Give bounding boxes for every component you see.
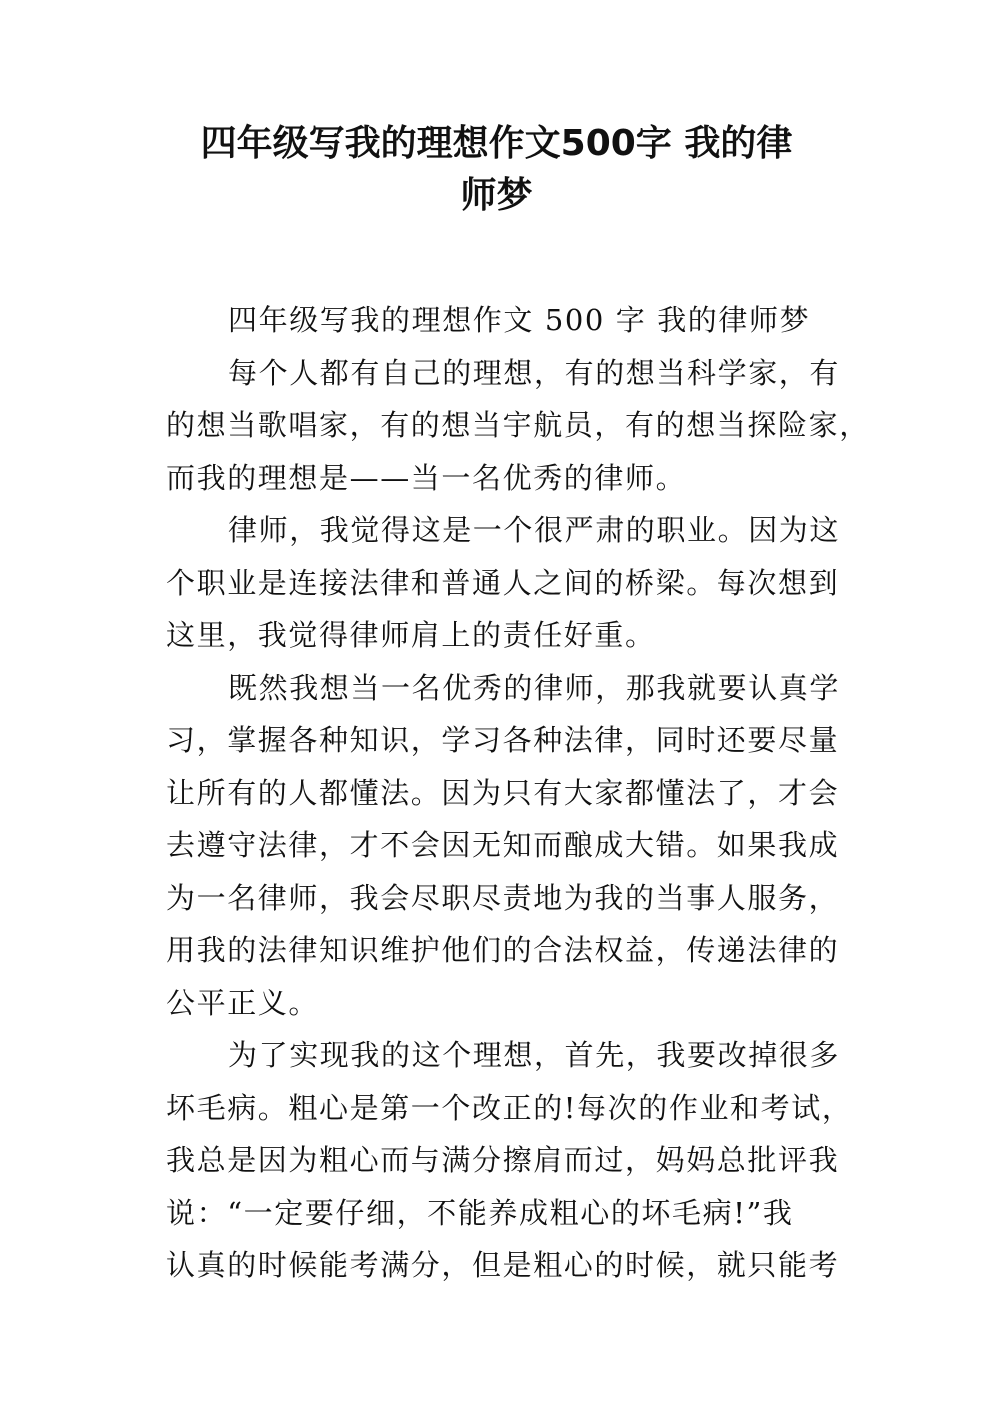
text-line: 既然我想当一名优秀的律师，那我就要认真学 (228, 670, 841, 705)
text-line: 四年级写我的理想作文 500 字 我的律师梦 (228, 303, 811, 337)
text-line: 律师，我觉得这是一个很严肃的职业。因为这 (228, 513, 841, 547)
text-line: 坏毛病。粗心是第一个改正的!每次的作业和考试， (166, 1090, 853, 1125)
text-line: 个职业是连接法律和普通人之间的桥梁。每次想到 (166, 565, 840, 600)
text-line: 为一名律师，我会尽职尽责地为我的当事人服务， (166, 880, 840, 915)
text-line: 习，掌握各种知识，学习各种法律，同时还要尽量 (166, 723, 840, 757)
title-line: 四年级写我的理想作文500字 我的律 (200, 123, 793, 164)
text-line: 这里，我觉得律师肩上的责任好重。 (166, 618, 656, 652)
text-line: 的想当歌唱家，有的想当宇航员，有的想当探险家， (166, 408, 870, 442)
text-line: 认真的时候能考满分，但是粗心的时候，就只能考 (166, 1248, 840, 1282)
text-line: 说：“一定要仔细，不能养成粗心的坏毛病!”我 (166, 1195, 794, 1230)
title-line: 师梦 (460, 175, 533, 216)
text-line: 为了实现我的这个理想，首先，我要改掉很多 (228, 1038, 841, 1072)
text-line: 用我的法律知识维护他们的合法权益，传递法律的 (166, 933, 840, 967)
text-line: 我总是因为粗心而与满分擦肩而过，妈妈总批评我 (166, 1143, 840, 1177)
document-body (166, 294, 870, 1292)
document-title (120, 118, 873, 222)
text-line: 让所有的人都懂法。因为只有大家都懂法了，才会 (166, 775, 840, 810)
text-line: 每个人都有自己的理想，有的想当科学家，有 (228, 355, 841, 390)
text-line: 而我的理想是——当一名优秀的律师。 (166, 460, 687, 495)
text-line: 公平正义。 (166, 985, 320, 1020)
text-line: 去遵守法律，才不会因无知而酿成大错。如果我成 (166, 828, 840, 862)
